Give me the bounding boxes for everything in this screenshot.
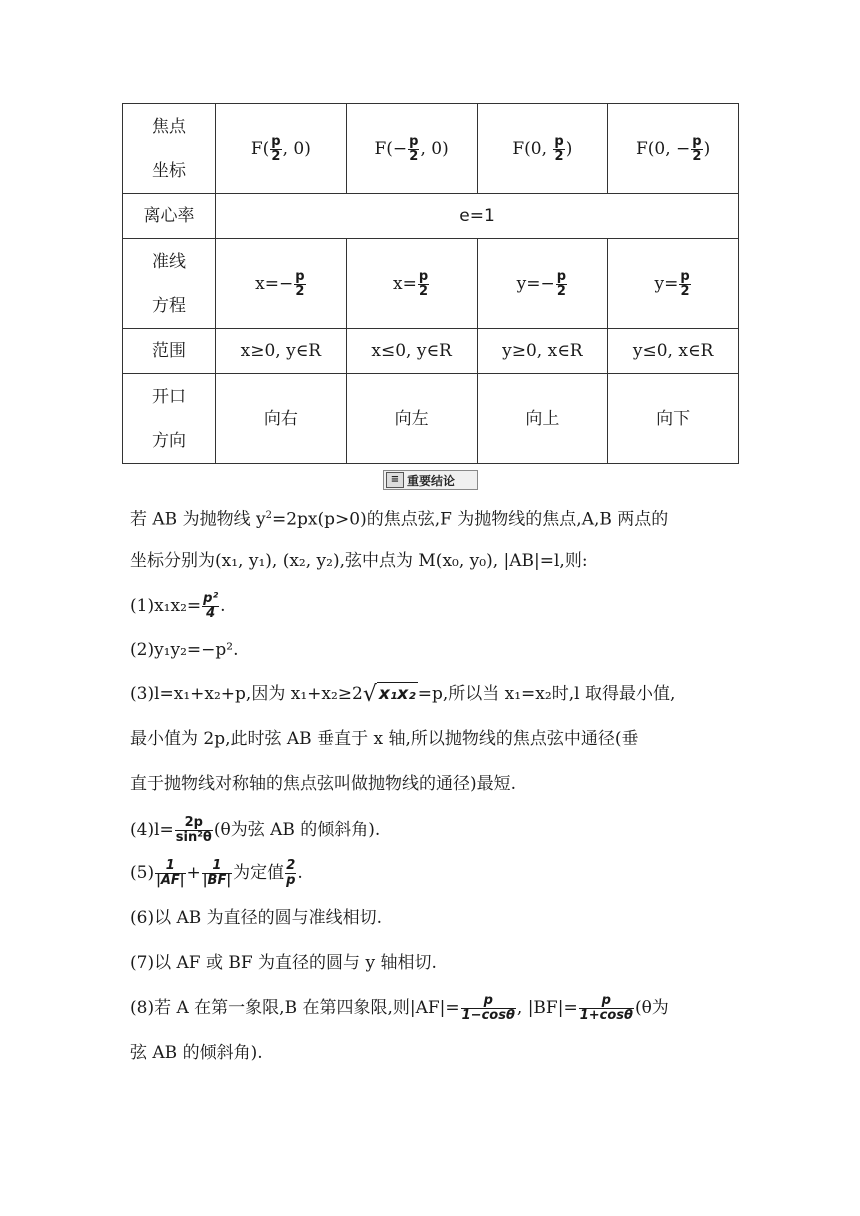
conclusion-1: (1)x₁x₂= $\frac{\text{p²}}{4}$ . xyxy=(130,591,226,621)
table-row-opening xyxy=(123,374,739,464)
row-label: 范围 xyxy=(123,329,216,374)
table-cell: F(0, − $\frac{p}{2}$ ) xyxy=(608,104,739,194)
table-cell: y≤0, x∈R xyxy=(608,329,739,374)
table-cell: 向下 xyxy=(608,374,739,464)
intro-line-1: 若 AB 为抛物线 $y^2=2px(p>0)$的焦点弦,F 为抛物线的焦点,A,B 两点的 xyxy=(130,509,669,530)
conclusion-3-line-2: 最小值为 2p,此时弦 AB 垂直于 x 轴,所以抛物线的焦点弦中通径(垂 xyxy=(130,729,639,749)
row-label: 离心率 xyxy=(123,194,216,239)
row-label: 开口 方向 xyxy=(123,374,216,464)
table-row-range xyxy=(123,329,739,374)
row-label: 焦点 坐标 xyxy=(123,104,216,194)
conclusion-7: (7)以 AF 或 BF 为直径的圆与 y 轴相切. xyxy=(130,953,437,973)
table-cell: x≥0, y∈R xyxy=(216,329,347,374)
table-cell: 向左 xyxy=(346,374,477,464)
table-cell: e=1 xyxy=(216,194,739,239)
list-icon: ≡ xyxy=(386,472,404,488)
badge-label: 重要结论 xyxy=(407,473,456,488)
row-label: 准线 方程 xyxy=(123,239,216,329)
table-cell: 向上 xyxy=(477,374,608,464)
conclusion-8-line-2: 弦 AB 的倾斜角). xyxy=(130,1043,263,1063)
table-cell: F(0, $\frac{p}{2}$ ) xyxy=(477,104,608,194)
parabola-properties-table xyxy=(122,103,739,464)
conclusion-3: (3)l=x₁+x₂+p,因为 x₁+x₂≥2√ x₁x₂ =p,所以当 x₁=x₂时,l 取得最小值, xyxy=(130,682,676,707)
table-row-directrix xyxy=(123,239,739,329)
intro-line-2: 坐标分别为(x₁, y₁), (x₂, y₂),弦中点为 M(x₀, y₀), |AB|=l,则: xyxy=(130,551,588,571)
table-cell: y=− $\frac{p}{2}$ xyxy=(477,239,608,329)
table-cell: x≤0, y∈R xyxy=(346,329,477,374)
table-cell: 向右 xyxy=(216,374,347,464)
conclusion-3-line-3: 直于抛物线对称轴的焦点弦叫做抛物线的通径)最短. xyxy=(130,774,517,794)
conclusion-4: (4)l= $\frac{2p}{\text{sin²θ}}$ (θ为弦 AB 的倾斜角). xyxy=(130,815,381,845)
key-conclusion-badge xyxy=(383,470,478,490)
table-cell: x=− $\frac{p}{2}$ xyxy=(216,239,347,329)
conclusion-8: (8)若 A 在第一象限,B 在第四象限,则|AF|= $\frac{p}{1-\cos\theta}$ , |BF|= $\frac{p}{1+\cos\theta}$ (θ为 xyxy=(130,993,669,1023)
table-row-eccentricity xyxy=(123,194,739,239)
table-cell: y≥0, x∈R xyxy=(477,329,608,374)
table-row-focus xyxy=(123,104,739,194)
table-cell: y= $\frac{p}{2}$ xyxy=(608,239,739,329)
conclusion-6: (6)以 AB 为直径的圆与准线相切. xyxy=(130,908,383,928)
table-cell: F(− $\frac{p}{2}$ , 0) xyxy=(346,104,477,194)
table-cell: x= $\frac{p}{2}$ xyxy=(346,239,477,329)
conclusion-5: (5) $\frac{1}{|AF|}$ + $\frac{1}{|BF|}$ 为定值 $\frac{2}{p}$ . xyxy=(130,858,303,888)
conclusion-2: (2)y₁y₂=−p². xyxy=(130,640,239,660)
table-cell: F( $\frac{p}{2}$ , 0) xyxy=(216,104,347,194)
